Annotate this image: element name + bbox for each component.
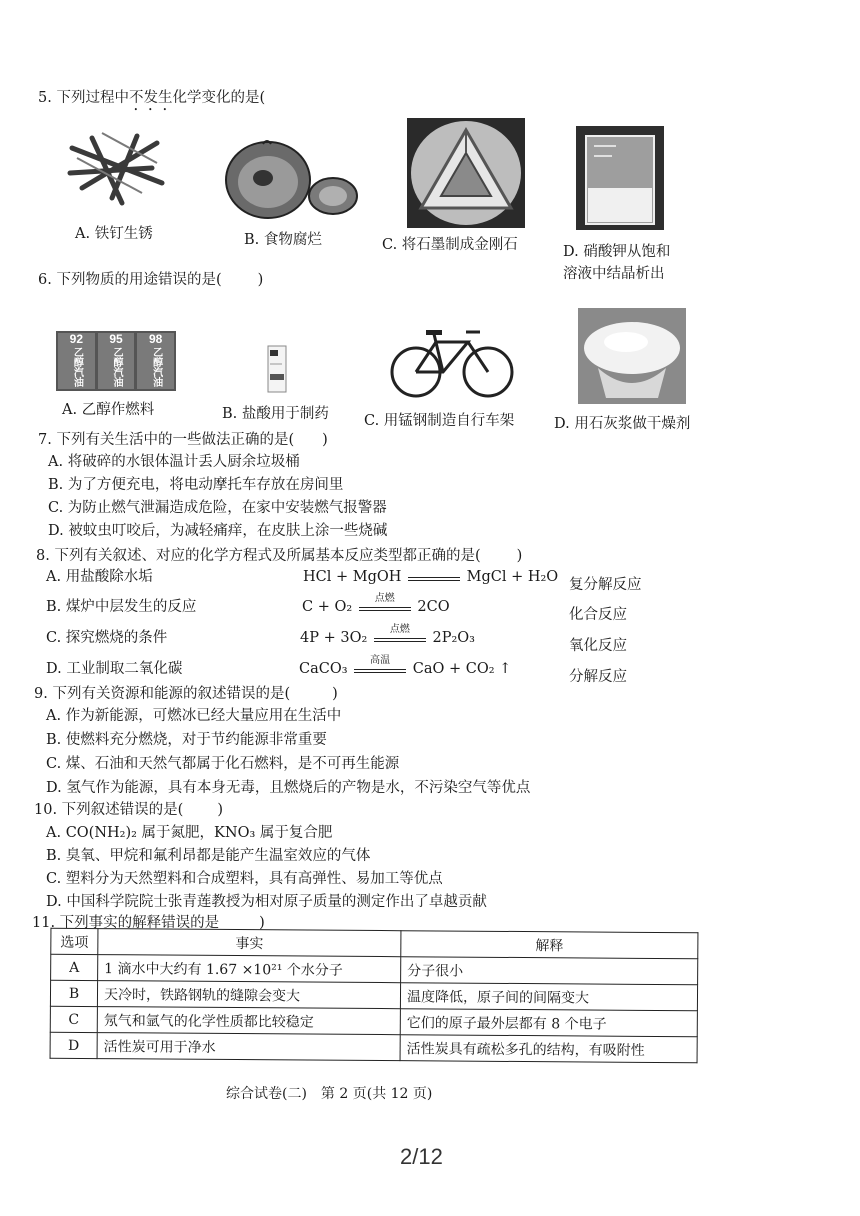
q7-stem-close: ) [322, 432, 328, 448]
q7-option-a: A. 将破碎的水银体温计丢人厨余垃圾桶 [48, 454, 300, 470]
q5-option-d-cont: 溶液中结晶析出 [563, 266, 665, 282]
equation-arrow [352, 655, 408, 678]
q8-row-a-lhs: HCl + MgOH [303, 569, 402, 585]
table-cell-option: D [50, 1032, 97, 1058]
q10-stem-text: 10. 下列叙述错误的是( [34, 802, 184, 818]
q8-row-b-equation [302, 593, 450, 616]
q5-option-d: D. 硝酸钾从饱和 [563, 244, 671, 260]
q10-option-b: B. 臭氧、甲烷和氟利昂都是能产生温室效应的气体 [46, 848, 371, 864]
table-cell-option: A [51, 954, 98, 980]
fuel-sign-98 [137, 333, 174, 389]
q5-option-b: B. 食物腐烂 [244, 232, 322, 248]
bicycle-image [388, 320, 518, 400]
fuel-text-92: 乙醇汽油 [71, 347, 83, 387]
q8-row-d-lhs: CaCO₃ [299, 661, 348, 677]
q8-row-c-equation [300, 624, 475, 647]
q6-option-d: D. 用石灰浆做干燥剂 [554, 416, 691, 432]
page-indicator: 2/12 [400, 1144, 443, 1169]
table-cell-fact: 天冷时，铁路钢轨的缝隙会变大 [97, 981, 400, 1009]
fuel-sign-92 [58, 333, 95, 389]
ethanol-fuel-image [56, 331, 176, 391]
question-9-stem [34, 682, 338, 703]
q8-row-b-type: 化合反应 [569, 607, 627, 623]
q8-stem-text: 8. 下列有关叙述、对应的化学方程式及所属基本反应类型都正确的是( [36, 548, 481, 564]
q7-option-c: C. 为防止燃气泄漏造成危险，在家中安装燃气报警器 [48, 500, 387, 516]
q9-option-a: A. 作为新能源，可燃冰已经大量应用在生活中 [46, 708, 342, 724]
q8-row-a-rhs: MgCl + H₂O [466, 569, 559, 585]
q7-option-b: B. 为了方便充电，将电动摩托车存放在房间里 [48, 477, 344, 493]
equation-arrow [372, 624, 428, 647]
q6-option-c: C. 用锰钢制造自行车架 [364, 413, 515, 429]
table-cell-option: C [50, 1006, 97, 1032]
q9-stem-text: 9. 下列有关资源和能源的叙述错误的是( [34, 686, 291, 702]
q8-row-b-label: B. 煤炉中层发生的反应 [46, 599, 197, 615]
q8-row-c-rhs: 2P₂O₃ [432, 630, 475, 646]
q7-option-d: D. 被蚊虫叮咬后，为减轻痛痒，在皮肤上涂一些烧碱 [48, 523, 388, 539]
q9-stem-close: ) [332, 686, 338, 702]
equation-arrow [357, 593, 413, 616]
q8-row-b-lhs: C + O₂ [302, 599, 353, 615]
q8-row-a-label: A. 用盐酸除水垢 [46, 569, 153, 585]
table-cell-option: B [50, 980, 97, 1006]
q11-table [50, 928, 699, 1064]
rotten-fruit-image [218, 138, 358, 220]
table-cell-explanation: 分子很小 [401, 957, 698, 985]
table-header-fact: 事实 [98, 929, 401, 957]
page-footer: 综合试卷(二) 第 2 页(共 12 页) [226, 1086, 433, 1102]
q11-stem-text: 11. 下列事实的解释错误的是 [32, 915, 220, 931]
q5-option-c: C. 将石墨制成金刚石 [382, 237, 518, 253]
table-row [50, 1032, 697, 1063]
q6-option-a: A. 乙醇作燃料 [62, 402, 155, 418]
hydrochloric-acid-bottle-image [266, 344, 288, 394]
rusty-nails-image [62, 128, 174, 208]
q6-stem-text: 6. 下列物质的用途错误的是( [38, 272, 222, 288]
q8-row-d-label: D. 工业制取二氧化碳 [46, 661, 183, 677]
fuel-sign-95 [98, 333, 135, 389]
fuel-label-95: 95 [109, 332, 123, 346]
q10-option-d: D. 中国科学院院士张青莲教授为相对原子质量的测定作出了卓越贡献 [46, 894, 487, 910]
table-cell-fact: 1 滴水中大约有 1.67 ×10²¹ 个水分子 [98, 955, 401, 983]
q9-option-d: D. 氢气作为能源，具有本身无毒，且燃烧后的产物是水，不污染空气等优点 [46, 780, 531, 796]
question-6-stem [38, 268, 263, 289]
question-5-stem [38, 86, 265, 114]
table-header-option: 选项 [51, 928, 98, 954]
q11-stem-close: ) [259, 915, 265, 931]
question-10-stem [34, 798, 223, 819]
q8-stem-close: ) [516, 548, 523, 564]
q10-option-a: A. CO(NH₂)₂ 属于氮肥，KNO₃ 属于复合肥 [46, 825, 333, 841]
q8-row-d-rhs: CaO + CO₂ ↑ [412, 661, 512, 677]
lime-slurry-image [578, 308, 686, 404]
fuel-label-92: 92 [69, 332, 84, 346]
table-cell-explanation: 温度降低，原子间的间隔变大 [400, 983, 697, 1011]
q8-row-c-lhs: 4P + 3O₂ [300, 630, 368, 646]
q6-option-b: B. 盐酸用于制药 [222, 406, 329, 422]
table-cell-fact: 活性炭可用于净水 [97, 1033, 400, 1061]
q8-row-a-equation [303, 568, 558, 586]
q8-row-c-label: C. 探究燃烧的条件 [46, 630, 168, 646]
q8-row-c-condition: 点燃 [389, 624, 410, 635]
table-header-explanation: 解释 [401, 931, 698, 959]
q6-stem-close: ) [257, 272, 264, 288]
equation-arrow [406, 568, 462, 586]
q5-stem-suffix: 化学变化的是( [172, 90, 266, 106]
q8-row-b-rhs: 2CO [417, 599, 450, 615]
q10-option-c: C. 塑料分为天然塑料和合成塑料，具有高弹性、易加工等优点 [46, 871, 443, 887]
diamond-image [407, 118, 525, 228]
table-cell-fact: 氖气和氩气的化学性质都比较稳定 [97, 1007, 400, 1035]
q8-row-b-condition: 点燃 [374, 593, 395, 604]
fuel-text-98: 乙醇汽油 [150, 347, 162, 387]
fuel-text-95: 乙醇汽油 [111, 347, 122, 387]
q8-row-c-type: 氧化反应 [569, 638, 627, 654]
question-8-stem [36, 544, 522, 565]
fuel-label-98: 98 [149, 332, 163, 346]
beaker-image [576, 126, 664, 230]
q9-option-c: C. 煤、石油和天然气都属于化石燃料，是不可再生能源 [46, 756, 400, 772]
question-7-stem [38, 428, 328, 449]
table-cell-explanation: 它们的原子最外层都有 8 个电子 [400, 1009, 697, 1037]
q5-stem-prefix: 5. 下列过程中 [38, 90, 129, 106]
q5-stem-emphasis: 不发生 [128, 90, 173, 106]
q5-option-a: A. 铁钉生锈 [75, 226, 153, 242]
q7-stem-text: 7. 下列有关生活中的一些做法正确的是( [38, 432, 295, 448]
q8-row-d-type: 分解反应 [569, 669, 627, 685]
table-cell-explanation: 活性炭具有疏松多孔的结构，有吸附性 [400, 1035, 697, 1063]
q8-row-d-condition: 高温 [370, 655, 391, 666]
q10-stem-close: ) [217, 802, 223, 818]
q8-row-a-type: 复分解反应 [569, 577, 642, 593]
q9-option-b: B. 使燃料充分燃烧，对于节约能源非常重要 [46, 732, 327, 748]
q8-row-d-equation [299, 655, 512, 678]
